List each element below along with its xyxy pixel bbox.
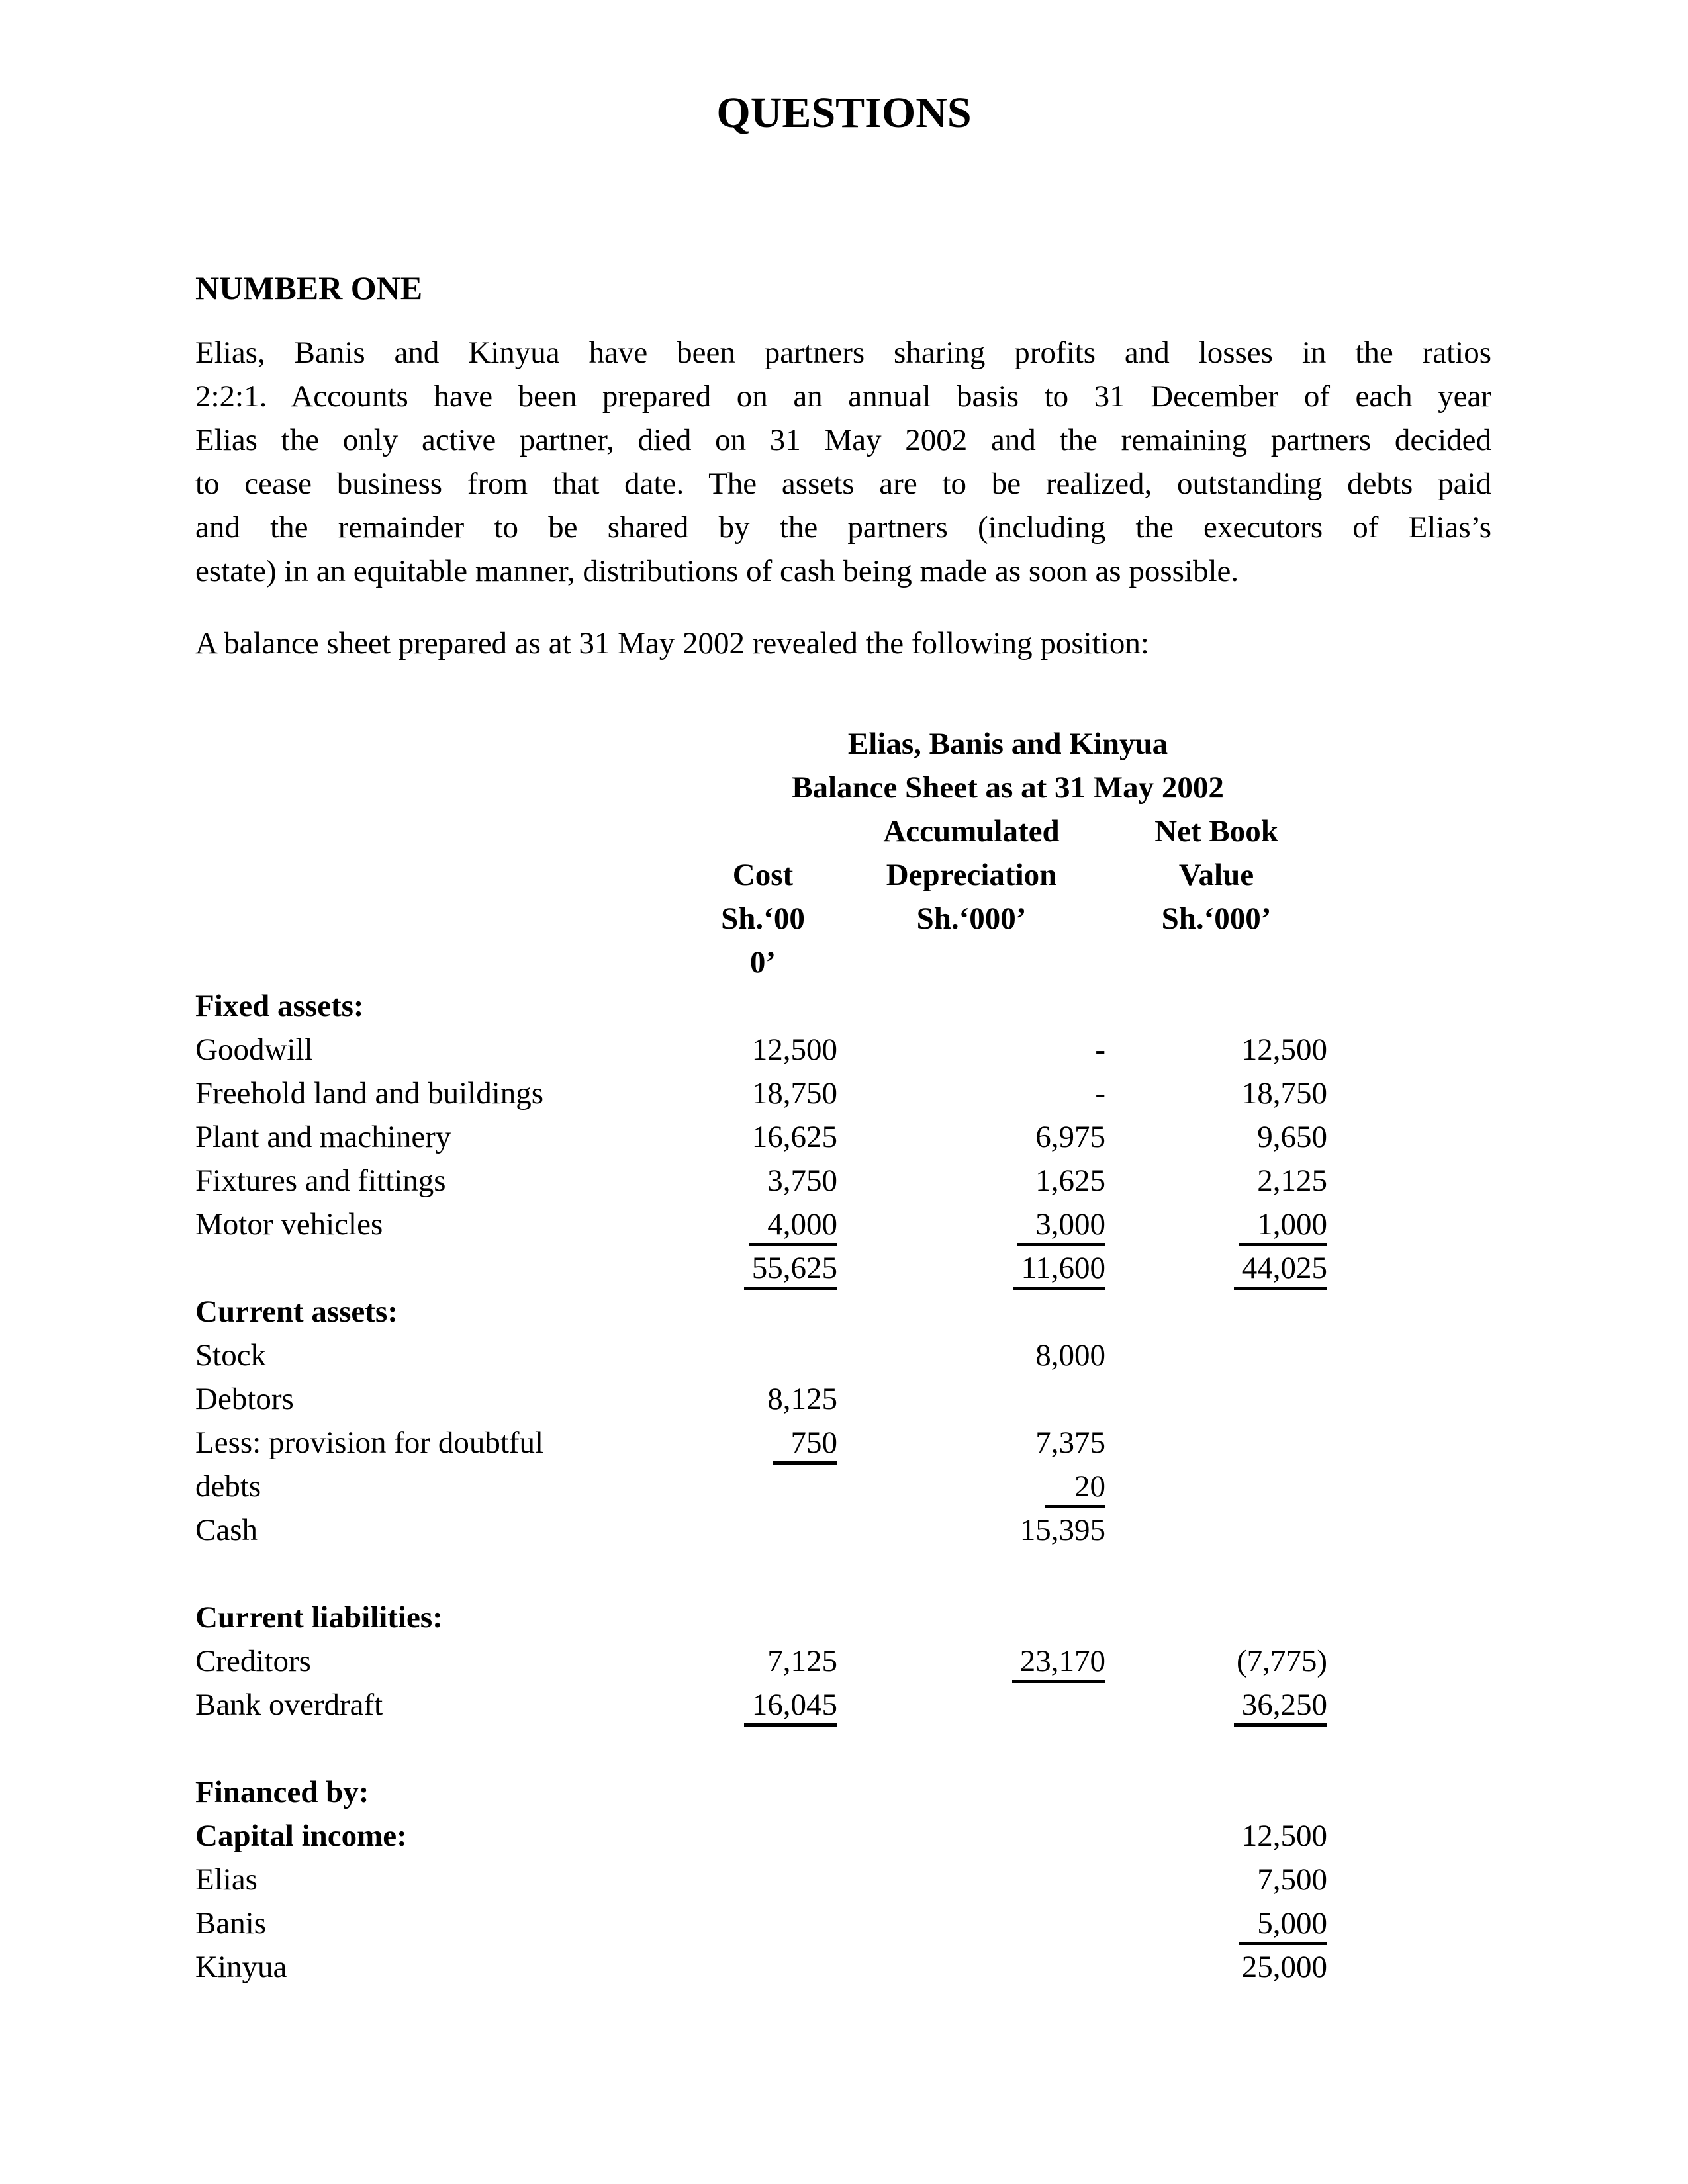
liabilities-total: 23,170 [1012, 1644, 1105, 1683]
stock-amount: 8,000 [1035, 1338, 1105, 1373]
provision-label: Less: provision for doubtful [195, 1426, 544, 1460]
elias-label: Elias [195, 1862, 258, 1897]
provision-amount: 750 [773, 1426, 838, 1465]
current-liabilities-heading: Current liabilities: [195, 1600, 443, 1635]
statement-title: Balance Sheet as at 31 May 2002 [792, 770, 1224, 805]
col-header-net-book: Net Book [1154, 814, 1278, 848]
section-heading: NUMBER ONE [195, 269, 423, 306]
freehold-label: Freehold land and buildings [195, 1076, 544, 1111]
financed-by-heading: Financed by: [195, 1775, 369, 1809]
debtors-amount: 8,125 [767, 1382, 837, 1416]
banis-label: Banis [195, 1906, 267, 1940]
debtors-net-amount: 7,375 [1035, 1426, 1105, 1460]
plant-dep: 6,975 [1035, 1120, 1105, 1154]
banis-amount: 5,000 [1239, 1906, 1327, 1945]
motor-nbv: 1,000 [1239, 1207, 1327, 1246]
balance-sheet-intro: A balance sheet prepared as at 31 May 2002 revealed the following position: [195, 626, 1149, 660]
creditors-label: Creditors [195, 1644, 311, 1678]
depreciation-unit-label: Sh.‘000’ [916, 901, 1027, 936]
elias-amount: 7,500 [1257, 1862, 1327, 1897]
goodwill-cost: 12,500 [751, 1032, 837, 1067]
goodwill-dep: - [1095, 1032, 1105, 1067]
paragraph-line: estate) in an equitable manner, distributions of cash being made as soon as possible. [195, 554, 1239, 588]
overdraft-label: Bank overdraft [195, 1688, 383, 1722]
col-header-accumulated: Accumulated [883, 814, 1060, 848]
freehold-nbv: 18,750 [1241, 1076, 1327, 1111]
goodwill-label: Goodwill [195, 1032, 313, 1067]
kinyua-label: Kinyua [195, 1950, 287, 1984]
fixed-total-nbv: 44,025 [1234, 1251, 1327, 1290]
cost-unit-label-wrap: 0’ [749, 945, 776, 979]
cost-unit-label: Sh.‘00 [721, 901, 805, 936]
intro-paragraph [195, 331, 1491, 593]
fixtures-label: Fixtures and fittings [195, 1163, 446, 1198]
net-assets-total: 36,250 [1234, 1688, 1327, 1727]
col-header-depreciation: Depreciation [886, 858, 1057, 892]
freehold-dep: - [1095, 1076, 1105, 1111]
paragraph-line: 2:2:1. Accounts have been prepared on an annual basis to 31 December of each year [195, 379, 1491, 414]
motor-cost: 4,000 [749, 1207, 837, 1246]
fixed-total-cost: 55,625 [744, 1251, 837, 1290]
capital-income-heading: Capital income: [195, 1819, 407, 1853]
creditors-amount: 7,125 [767, 1644, 837, 1678]
cash-label: Cash [195, 1513, 258, 1547]
motor-dep: 3,000 [1017, 1207, 1105, 1246]
cash-float-amount: 20 [1045, 1469, 1105, 1508]
plant-cost: 16,625 [751, 1120, 837, 1154]
page-title: QUESTIONS [716, 89, 972, 137]
fixtures-dep: 1,625 [1035, 1163, 1105, 1198]
paragraph-line: Elias, Banis and Kinyua have been partners sharing profits and losses in the ratios [195, 336, 1491, 370]
cash-amount: 15,395 [1019, 1513, 1105, 1547]
fixtures-nbv: 2,125 [1257, 1163, 1327, 1198]
freehold-cost: 18,750 [751, 1076, 837, 1111]
capital-amount: 12,500 [1241, 1819, 1327, 1853]
net-book-unit-label: Sh.‘000’ [1161, 901, 1272, 936]
plant-nbv: 9,650 [1257, 1120, 1327, 1154]
stock-label: Stock [195, 1338, 267, 1373]
net-current-liabilities: (7,775) [1236, 1644, 1327, 1678]
motor-label: Motor vehicles [195, 1207, 383, 1242]
paragraph-line: to cease business from that date. The assets are to be realized, outstanding debts paid [195, 467, 1491, 501]
provision-label-wrap: debts [195, 1469, 261, 1504]
balance-sheet-table [195, 722, 1327, 1989]
paragraph-line: Elias the only active partner, died on 31 May 2002 and the remaining partners decided [195, 423, 1491, 457]
col-header-value: Value [1178, 858, 1254, 892]
paragraph-line: and the remainder to be shared by the partners (including the executors of Elias’s [195, 510, 1491, 545]
current-assets-heading: Current assets: [195, 1295, 398, 1329]
col-header-cost: Cost [732, 858, 794, 892]
fixed-assets-heading: Fixed assets: [195, 989, 364, 1023]
plant-label: Plant and machinery [195, 1120, 451, 1154]
fixed-total-dep: 11,600 [1013, 1251, 1105, 1290]
kinyua-amount: 25,000 [1241, 1950, 1327, 1984]
goodwill-nbv: 12,500 [1241, 1032, 1327, 1067]
fixtures-cost: 3,750 [767, 1163, 837, 1198]
debtors-label: Debtors [195, 1382, 294, 1416]
overdraft-amount: 16,045 [744, 1688, 837, 1727]
statement-org-name: Elias, Banis and Kinyua [847, 727, 1168, 761]
